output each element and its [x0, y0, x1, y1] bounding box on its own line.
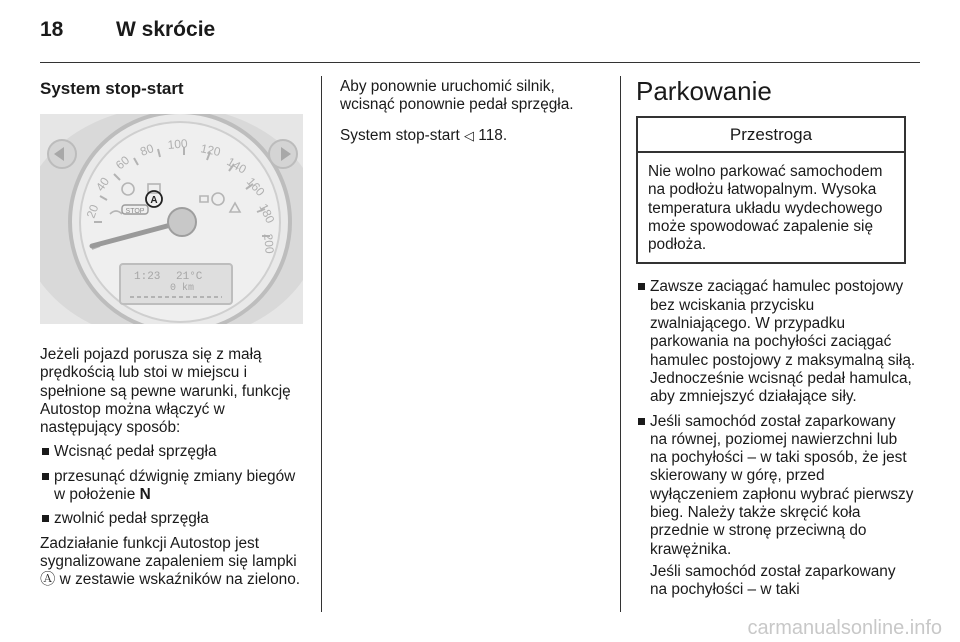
paragraph: Aby ponownie uruchomić silnik, wcisnąć ponownie pedał sprzęgła. [340, 78, 574, 114]
column-divider-left [321, 76, 322, 612]
bullet-list [636, 278, 916, 599]
left-column [40, 72, 305, 590]
list-item: Jeśli samochód został zaparkowany na równej, poziomej nawierzchni lub na pochyłości – w taki sposób, że jest skierowany w górę, przed wyłączeniem zapłonu wybrać pierwszy bieg. Należy także skręcić koła przednie w stronę przeciwną do krawężnika. Jeśli samochód został zaparkowany na pochyłości – w taki [636, 413, 916, 600]
header-rule [40, 62, 920, 63]
list-item: Wcisnąć pedał sprzęgła [40, 443, 305, 461]
middle-column [340, 72, 610, 145]
display-temperature: 21°C [176, 271, 203, 283]
speed-tick-label: 160 [243, 174, 268, 199]
stop-badge-label: STOP [125, 208, 145, 215]
paragraph: Jeżeli pojazd porusza się z małą prędkością lub stoi w miejscu i spełnione są pewne warunki, funkcję Autostop można włączyć w następujący sposób: [40, 346, 291, 437]
page-header [40, 18, 215, 50]
speed-tick-label: 140 [224, 154, 249, 177]
instrument-cluster-illustration [40, 114, 303, 324]
list-item: zwolnić pedał sprzęgła [40, 510, 305, 528]
page-title: W skrócie [116, 18, 216, 41]
warning-title: Przestroga [638, 118, 904, 153]
page-number: 18 [40, 18, 64, 41]
speed-tick-label: 180 [256, 201, 278, 226]
right-column [636, 72, 916, 606]
continued-paragraph: Jeśli samochód został zaparkowany na pochyłości – w taki [650, 562, 896, 599]
list-item: Zawsze zaciągać hamulec postojowy bez wciskania przycisku zwalniającego. W przypadku parkowania na pochyłości zaciągać hamulec postojowy z maksymalną siłą. Jednocześnie wcisnąć pedał hamulca, aby zmniejszyć działające siły. [636, 278, 916, 406]
speed-tick-label: 200 [261, 233, 277, 255]
speed-tick-label: 80 [138, 141, 156, 159]
speed-tick-label: 100 [167, 136, 189, 152]
bullet-list [40, 443, 305, 528]
speed-tick-label: 40 [92, 174, 113, 194]
speed-tick-label: 20 [83, 202, 102, 221]
reference-arrow-icon: ◁ [464, 127, 475, 143]
section-heading-parking: Parkowanie [636, 76, 772, 106]
speed-tick-label: 120 [199, 141, 222, 160]
display-time: 1:23 [134, 271, 161, 283]
needle-hub [168, 208, 196, 236]
warning-text: Nie wolno parkować samochodem na podłożu łatwopalnym. Wysoka temperatura układu wydechowego może spowodować zapalenie się podłoża. [648, 163, 883, 254]
instrument-cluster-figure [40, 114, 303, 324]
speed-tick-label: 60 [112, 152, 133, 173]
paragraph: Zadziałanie funkcji Autostop jest sygnalizowane zapaleniem się lampki Ⓐ w zestawie wskaźników na zielono. [40, 534, 301, 589]
list-item: przesunąć dźwignię zmiany biegów w położenie N [40, 468, 305, 505]
section-heading-stop-start: System stop-start [40, 79, 184, 98]
cross-reference: System stop-start ◁ 118. [340, 126, 508, 144]
warning-box [636, 116, 906, 264]
autostop-symbol: Ⓐ [40, 571, 56, 589]
column-divider-right [620, 76, 621, 612]
watermark: carmanualsonline.info [747, 617, 942, 639]
svg-text:A: A [150, 195, 158, 206]
gear-position-label: N [139, 486, 151, 504]
display-odometer: 0 km [170, 283, 195, 294]
